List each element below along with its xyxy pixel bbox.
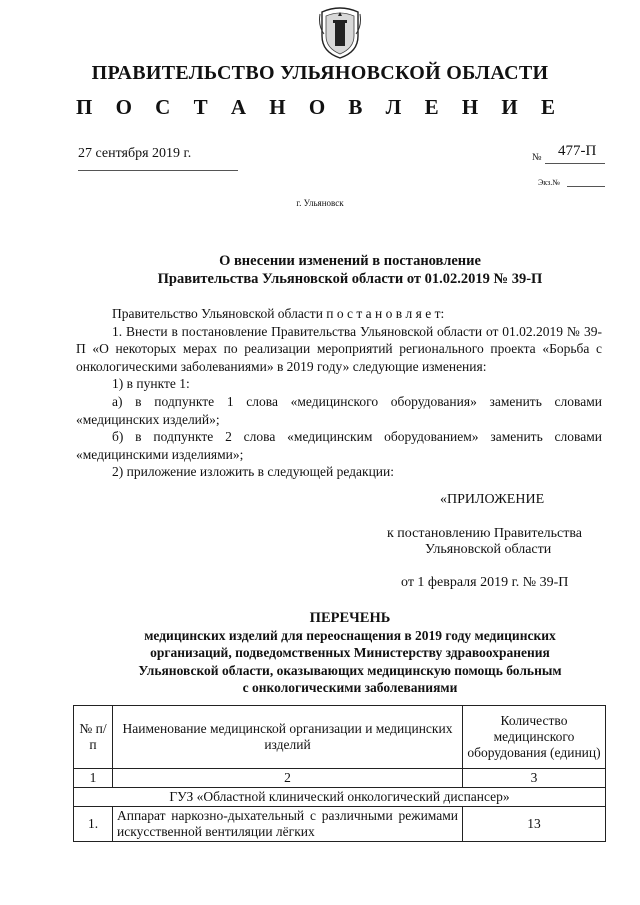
annex-to-line-1: к постановлению Правительства (387, 526, 583, 541)
header-qty: Количество медицинского оборудования (единиц) (463, 706, 606, 769)
document-date: 27 сентября 2019 г. (78, 146, 192, 161)
copy-number-underline (567, 186, 605, 187)
annex-to-line-2: Ульяновской области (425, 542, 552, 557)
list-subtitle-line-2: организаций, подведомственных Министерству здравоохранения (150, 645, 550, 661)
body-sub-1: 1) в пункте 1: (112, 376, 190, 392)
subject-line-2: Правительства Ульяновской области от 01.02.2019 № 39-П (157, 271, 543, 287)
items-table (73, 705, 606, 842)
decree-body (76, 305, 602, 481)
body-item-1: 1. Внести в постановление Правительства Ульяновской области от 01.02.2019 № 39-П «О некоторых мерах по реализации мероприятий регионального проекта «Борьба с онкологическими заболеваниями» в 2019 году» следующие изменения: (76, 323, 602, 374)
date-underline (78, 170, 238, 171)
body-intro: Правительство Ульяновской области п о с т а н о в л я е т: (112, 306, 445, 321)
list-subtitle-line-3: Ульяновской области, оказывающих медицинскую помощь больным (138, 662, 562, 678)
list-subtitle-line-1: медицинских изделий для переоснащения в 2019 году медицинских (144, 628, 556, 643)
annex-title: «ПРИЛОЖЕНИЕ (440, 492, 545, 507)
coat-of-arms-icon (318, 6, 362, 60)
body-sub-2: 2) приложение изложить в следующей редакции: (112, 464, 395, 480)
index-cell-1: 1 (74, 769, 113, 788)
list-subtitle (80, 627, 620, 697)
row-qty: 13 (463, 807, 606, 842)
header-name: Наименование медицинской организации и медицинских изделий (113, 706, 463, 769)
table-row (74, 807, 606, 842)
index-cell-3: 3 (463, 769, 606, 788)
document-number: 477-П (558, 143, 597, 159)
header-num: № п/п (74, 706, 113, 769)
copy-number-label: Экз.№ (538, 178, 560, 187)
document-type-title: П О С Т А Н О В Л Е Н И Е (75, 95, 564, 119)
row-num: 1. (74, 807, 113, 842)
body-sub-1b: б) в подпункте 2 слова «медицинским оборудованием» заменить словами «медицинскими изделиями»; (76, 429, 602, 462)
number-prefix: № (532, 152, 542, 163)
row-name: Аппарат наркозно-дыхательный с различными режимами искусственной вентиляции лёгких (113, 807, 463, 842)
list-subtitle-line-4: с онкологическими заболеваниями (242, 680, 458, 696)
table-header-row (74, 706, 606, 769)
subject-line-1: О внесении изменений в постановление (219, 253, 481, 269)
number-underline (545, 163, 605, 164)
index-cell-2: 2 (113, 769, 463, 788)
list-title: ПЕРЕЧЕНЬ (309, 610, 391, 626)
decree-subject (60, 252, 640, 288)
annex-date: от 1 февраля 2019 г. № 39-П (401, 575, 569, 590)
city: г. Ульяновск (296, 198, 344, 208)
government-title: ПРАВИТЕЛЬСТВО УЛЬЯНОВСКОЙ ОБЛАСТИ (91, 62, 549, 84)
table-index-row (74, 769, 606, 788)
body-sub-1a: а) в подпункте 1 слова «медицинского оборудования» заменить словами «медицинских изделий»; (76, 393, 602, 427)
section-title: ГУЗ «Областной клинический онкологический диспансер» (74, 788, 606, 807)
table-section-row (74, 788, 606, 807)
